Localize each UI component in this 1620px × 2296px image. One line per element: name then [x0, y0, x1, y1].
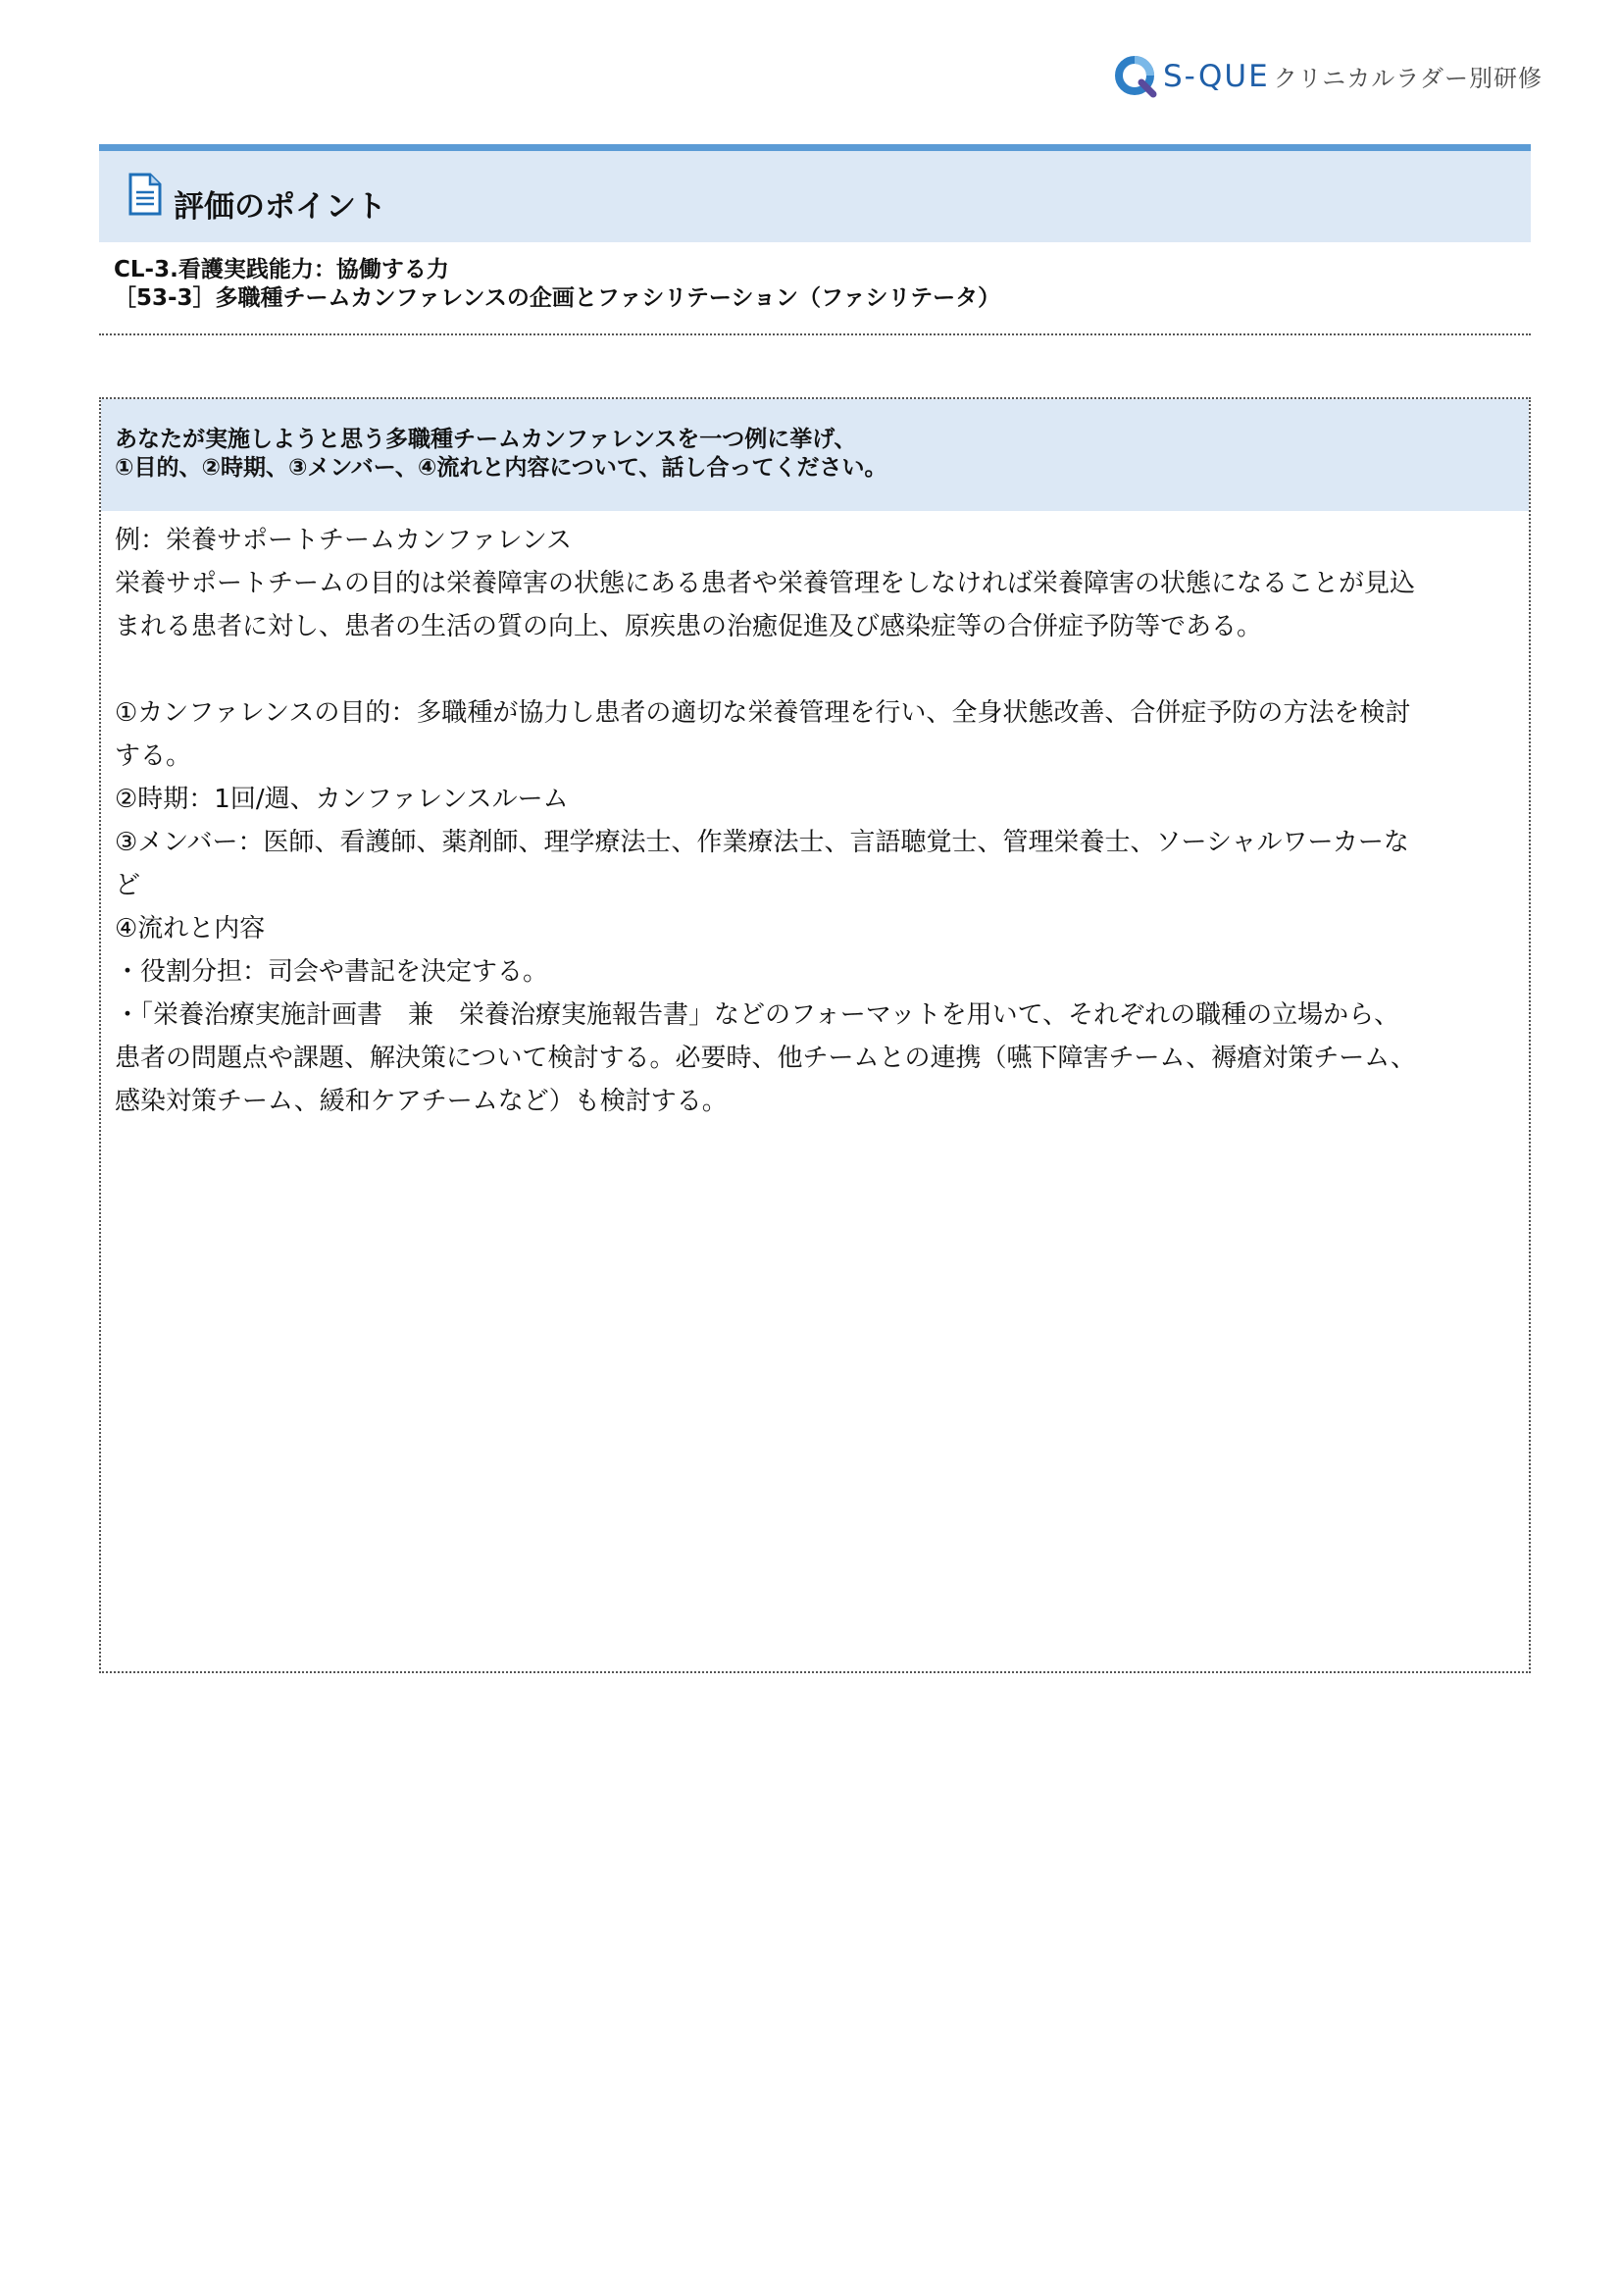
- logo-brand: S-QUE: [1163, 59, 1270, 94]
- discussion-panel: [99, 397, 1531, 1673]
- s-que-logo: [1114, 49, 1543, 104]
- section-title: 評価のポイント: [174, 189, 386, 225]
- answer-line: ②時期：1回/週、カンファレンスルーム: [115, 785, 569, 814]
- section-title-band: [99, 144, 1531, 242]
- logo-tagline: クリニカルラダー別研修: [1273, 65, 1543, 92]
- answer-line: ・役割分担：司会や書記を決定する。: [115, 957, 549, 987]
- answer-line: 患者の問題点や課題、解決策について検討する。必要時、他チームとの連携（嚥下障害チーム、褥瘡対策チーム、: [115, 1044, 1417, 1073]
- answer-line: 感染対策チーム、緩和ケアチームなど）も検討する。: [115, 1087, 728, 1116]
- answer-blank-line: [115, 648, 1511, 691]
- answer-line: する。: [115, 741, 192, 771]
- answer-line: ④流れと内容: [115, 914, 266, 944]
- prompt-line-2: ①目的、②時期、③メンバー、④流れと内容について、話し合ってください。: [115, 455, 887, 481]
- answer-line: 栄養サポートチームの目的は栄養障害の状態にある患者や栄養管理をしなければ栄養障害の状態になることが見込: [115, 569, 1416, 598]
- document-icon: [128, 173, 162, 216]
- s-que-logo-icon: [1114, 55, 1157, 98]
- competency-category: CL-3.看護実践能力：協働する力: [114, 257, 449, 282]
- answer-line: ど: [115, 871, 141, 900]
- competency-subheading: [99, 256, 1531, 335]
- answer-line: ・「栄養治療実施計画書 兼 栄養治療実施報告書」などのフォーマットを用いて、それぞれの職種の立場から、: [115, 1000, 1400, 1030]
- training-module-title: ［53-3］多職種チームカンファレンスの企画とファシリテーション（ファシリテータ）: [114, 285, 1001, 311]
- prompt-line-1: あなたが実施しようと思う多職種チームカンファレンスを一つ例に挙げ、: [115, 427, 857, 452]
- answer-line: 例：栄養サポートチームカンファレンス: [115, 526, 573, 555]
- answer-line: まれる患者に対し、患者の生活の質の向上、原疾患の治癒促進及び感染症等の合併症予防等である。: [115, 612, 1263, 641]
- answer-line: ③メンバー：医師、看護師、薬剤師、理学療法士、作業療法士、言語聴覚士、管理栄養士、ソーシャルワーカーな: [115, 828, 1409, 857]
- example-answer: [101, 511, 1529, 1123]
- discussion-prompt: [101, 399, 1529, 511]
- logo-text: [1163, 59, 1543, 94]
- answer-line: ①カンファレンスの目的：多職種が協力し患者の適切な栄養管理を行い、全身状態改善、合併症予防の方法を検討: [115, 698, 1411, 728]
